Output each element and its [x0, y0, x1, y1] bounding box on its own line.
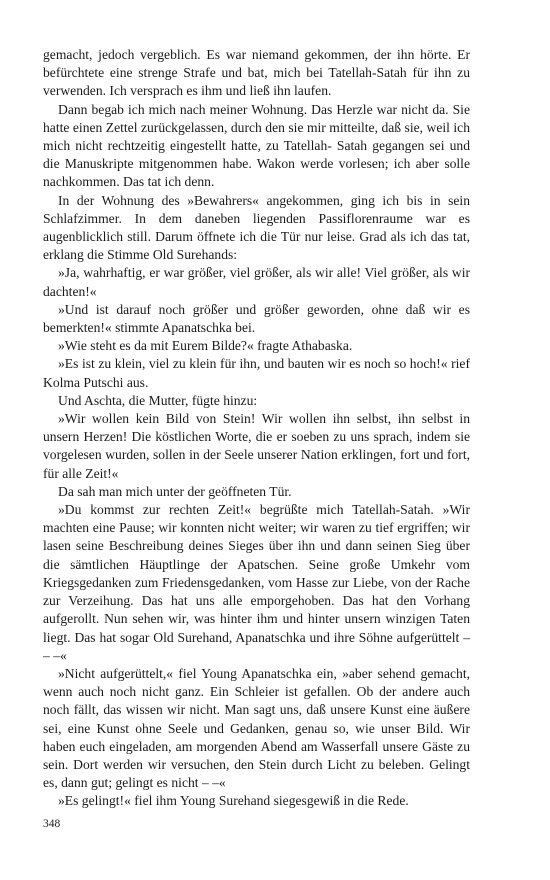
paragraph: gemacht, jedoch vergeblich. Es war niemand gekommen, der ihn hörte. Er befürchtete eine strenge Strafe und bat, mich bei Tatellah-Satah für ihn zu verwenden. Ich versprach es ihm und ließ ihn laufen. — [43, 47, 470, 99]
paragraph: »Es gelingt!« fiel ihm Young Surehand siegesgewiß in die Rede. — [58, 793, 409, 809]
paragraph: »Nicht aufgerüttelt,« fiel Young Apanatschka ein, »aber sehend gemacht, wenn auch noch nicht ganz. Ein Schleier ist gefallen. Ob der andere auch noch fällt, das wissen wir nicht. Man sagt uns, daß unsere Kunst eine äußere sei, eine Kunst ohne Seele und Gedanken, genau so, wie unser Bild. Wir haben euch eingeladen, am morgenden Abend am Wasserfall unsere Gäste zu sein. Dort werden wir versuchen, den Stein durch Licht zu beleben. Gelingt es, dann gut; gelingt es nicht – –« — [43, 665, 470, 791]
paragraph: »Wir wollen kein Bild von Stein! Wir wollen ihn selbst, ihn selbst in unsern Herzen! Die köstlichen Worte, die er soeben zu uns sprach, indem sie vorgelesen wurden, sollen in der Seele unserer Nation erklingen, fort und fort, für alle Zeit!« — [43, 411, 470, 481]
paragraph: »Und ist darauf noch größer und größer geworden, ohne daß wir es bemerkten!« stimmte Apanatschka bei. — [43, 301, 470, 336]
paragraph: »Ja, wahrhaftig, er war größer, viel größer, als wir alle! Viel größer, als wir dachten!« — [43, 265, 470, 299]
paragraph: »Wie steht es da mit Eurem Bilde?« fragte Athabaska. — [58, 338, 353, 354]
paragraph: Und Aschta, die Mutter, fügte hinzu: — [58, 392, 258, 408]
paragraph: Da sah man mich unter der geöffneten Tür. — [58, 483, 292, 499]
paragraph: Dann begab ich mich nach meiner Wohnung. Das Herzle war nicht da. Sie hatte einen Zettel zurückgelassen, durch den sie mir mitteilte, daß sie, weil ich mich nicht rechtzeitig eingestellt hatte, zu Tatellah- Satah gegangen sei und die Manuskripte mitgenommen habe. Wakon werde vorlesen; ich aber solle nachkommen. Das tat ich denn. — [43, 101, 470, 190]
paragraph: »Es ist zu klein, viel zu klein für ihn, und bauten wir es noch so hoch!« rief Kolma Putschi aus. — [43, 356, 470, 390]
page-number: 348 — [43, 818, 61, 830]
page-body — [43, 46, 470, 811]
paragraph: In der Wohnung des »Bewahrers« angekommen, ging ich bis in sein Schlafzimmer. In dem daneben liegenden Passiflorenraume war es augenblicklich still. Darum öffnete ich die Tür nur leise. Grad als ich das tat, erklang die Stimme Old Surehands: — [43, 192, 470, 263]
paragraph: »Du kommst zur rechten Zeit!« begrüßte mich Tatellah-Satah. »Wir machten eine Pause; wir konnten nicht weiter; wir waren zu tief ergriffen; wir lasen seine Beschreibung deines Sieges über ihn und dann seinen Sieg über die sämtlichen Häuptlinge der Apatschen. Seine große Umkehr vom Kriegsgedanken zum Friedensgedanken, vom Hasse zur Liebe, von der Rache zur Verzeihung. Das hat uns alle emporgehoben. Das hat den Vorhang aufgerollt. Nun sehen wir, was hinter ihm und hinter unsern winzigen Taten liegt. Das hat sogar Old Surehand, Apanatschka und ihre Söhne aufgerüttelt – – –« — [43, 502, 470, 663]
